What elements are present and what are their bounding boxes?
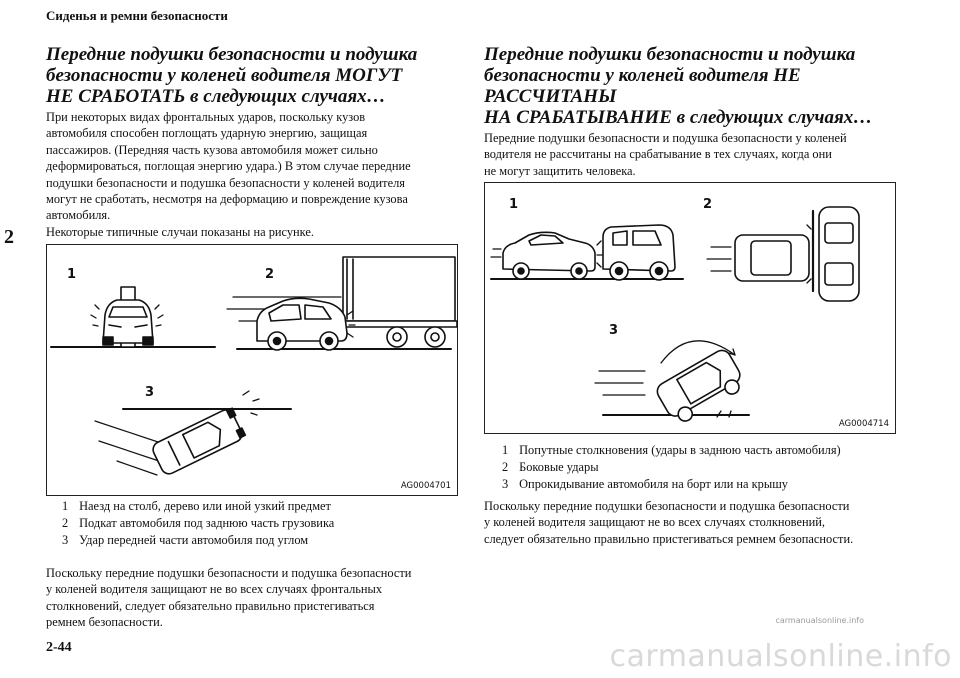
title-line: НЕ СРАБОТАТЬ в следующих случаях… (46, 86, 386, 107)
right-figure-illustration (485, 183, 897, 435)
para-line: следует обязательно правильно пристегиваться ремнем безопасности. (484, 531, 854, 546)
right-legend-list (502, 442, 841, 493)
source-watermark: carmanualsonline.info (609, 639, 952, 674)
body-line: водителя не рассчитаны на срабатывание в тех случаях, когда они (484, 147, 832, 162)
body-line: автомобиля. (46, 208, 111, 223)
body-line: подушки безопасности и подушка безопасности у коленей водителя (46, 175, 405, 190)
list-item-num: 1 (62, 499, 69, 513)
list-item (62, 498, 334, 515)
page-header: Сиденья и ремни безопасности (46, 8, 228, 23)
list-item-text: Удар передней части автомобиля под углом (79, 533, 309, 547)
title-line: Передние подушки безопасности и подушка (484, 44, 856, 65)
list-item-text: Наезд на столб, дерево или иной узкий предмет (79, 499, 331, 513)
list-item-num: 2 (502, 460, 509, 474)
title-line: Передние подушки безопасности и подушка (46, 44, 418, 65)
list-item (502, 442, 841, 459)
para-line: Поскольку передние подушки безопасности и подушка безопасности (484, 499, 850, 513)
body-line: Некоторые типичные случаи показаны на рисунке. (46, 224, 314, 239)
title-line: безопасности у коленей водителя МОГУТ (46, 65, 403, 86)
page-number: 2-44 (46, 640, 72, 655)
left-figure-illustration (47, 245, 459, 497)
right-figure (484, 182, 896, 434)
list-item (62, 532, 334, 549)
figure-label: 3 (609, 323, 619, 338)
list-item (502, 476, 841, 493)
left-legend-list (62, 498, 334, 549)
body-line: не могут защитить человека. (484, 163, 636, 178)
body-line: деформироваться, поглощая энергию удара.) В этом случае передние (46, 159, 411, 174)
chapter-tab: 2 (4, 226, 14, 248)
para-line: ремнем безопасности. (46, 615, 163, 630)
para-line: у коленей водителя защищают не во всех случаях столкновений, (484, 515, 825, 530)
left-column (46, 44, 466, 240)
title-line: НА СРАБАТЫВАНИЕ в следующих случаях… (484, 107, 873, 128)
figure-code: AG0004701 (400, 481, 451, 491)
list-item-text: Попутные столкновения (удары в заднюю часть автомобиля) (519, 443, 841, 457)
figure-label: 2 (265, 267, 275, 282)
list-item (62, 515, 334, 532)
figure-label: 3 (145, 385, 155, 400)
left-body-text (46, 109, 466, 240)
list-item-num: 3 (62, 533, 69, 547)
para-line: столкновений, следует обязательно правильно пристегиваться (46, 598, 375, 613)
body-line: автомобиля способен поглощать ударную энергию, защищая (46, 126, 368, 141)
list-item-text: Опрокидывание автомобиля на борт или на крышу (519, 477, 788, 491)
body-line: Передние подушки безопасности и подушка безопасности у коленей (484, 131, 847, 145)
body-line: пассажиров. (Передняя часть кузова автомобиля может сильно (46, 142, 378, 157)
right-conclusion (484, 498, 904, 547)
figure-label: 2 (703, 197, 713, 212)
source-watermark-small: carmanualsonline.info (775, 616, 864, 625)
body-line: могут не сработать, несмотря на деформацию и повреждение кузова (46, 192, 408, 207)
left-figure (46, 244, 458, 496)
list-item (502, 459, 841, 476)
list-item-num: 2 (62, 516, 69, 530)
list-item-text: Подкат автомобиля под заднюю часть грузовика (79, 516, 335, 530)
figure-label: 1 (509, 197, 519, 212)
para-line: Поскольку передние подушки безопасности и подушка безопасности (46, 566, 412, 580)
body-line: При некоторых видах фронтальных ударов, поскольку кузов (46, 110, 366, 124)
figure-label: 1 (67, 267, 77, 282)
left-section-title (46, 44, 466, 107)
left-conclusion (46, 565, 466, 631)
para-line: у коленей водителя защищают не во всех случаях фронтальных (46, 582, 383, 597)
figure-code: AG0004714 (838, 419, 889, 429)
list-item-num: 1 (502, 443, 509, 457)
title-line: безопасности у коленей водителя НЕ РАССЧИТАНЫ (484, 65, 801, 107)
right-section-title (484, 44, 904, 128)
right-column (484, 44, 904, 196)
list-item-num: 3 (502, 477, 509, 491)
list-item-text: Боковые удары (519, 460, 599, 474)
